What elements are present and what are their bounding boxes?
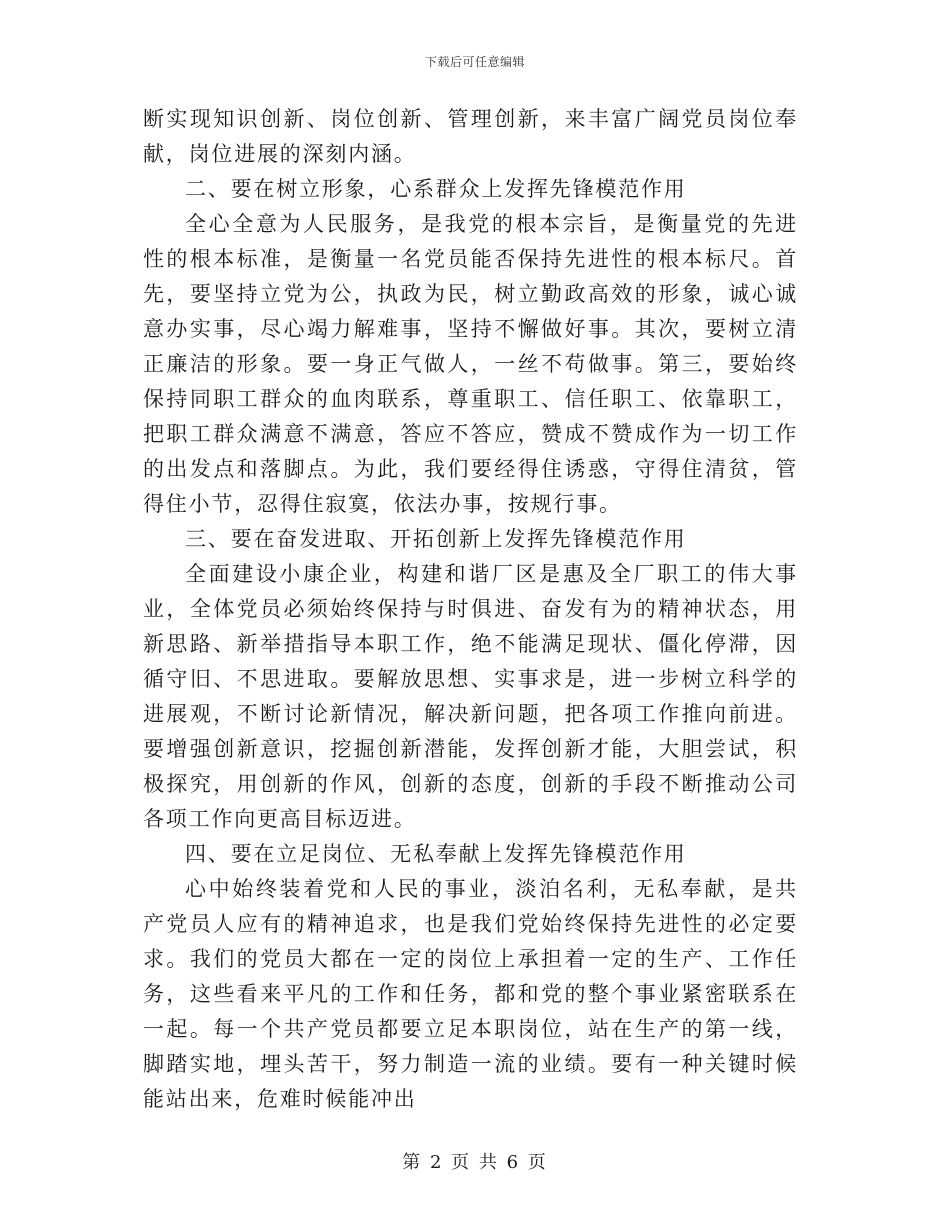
page-number-footer: 第 2 页 共 6 页 bbox=[402, 1152, 548, 1173]
paragraph-section-3: 全面建设小康企业，构建和谐厂区是惠及全厂职工的伟大事业，全体党员必须始终保持与时俱进、奋发有为的精神状态，用新思路、新举措指导本职工作，绝不能满足现状、僵化停滞，因循守旧、不思进取。要解放思想、实事求是，进一步树立科学的进展观，不断讨论新情况，解决新问题，把各项工作推向前进。要增强创新意识，挖掘创新潜能，发挥创新才能，大胆尝试，积极探究，用创新的作风，创新的态度，创新的手段不断推动公司各项工作向更高目标迈进。 bbox=[143, 562, 798, 831]
section-heading-2: 二、要在树立形象，心系群众上发挥先锋模范作用 bbox=[185, 177, 687, 201]
paragraph-section-2: 全心全意为人民服务，是我党的根本宗旨，是衡量党的先进性的根本标准，是衡量一名党员能否保持先进性的根本标尺。首先，要坚持立党为公，执政为民，树立勤政高效的形象，诚心诚意办实事，尽心竭力解难事，坚持不懈做好事。其次，要树立清正廉洁的形象。要一身正气做人，一丝不苟做事。第三，要始终保持同职工群众的血肉联系，尊重职工、信任职工、依靠职工，把职工群众满意不满意，答应不答应，赞成不赞成作为一切工作的出发点和落脚点。为此，我们要经得住诱惑，守得住清贫，管得住小节，忍得住寂寞，依法办事，按规行事。 bbox=[143, 212, 798, 516]
header-note: 下载后可任意编辑 bbox=[424, 55, 525, 69]
document-body bbox=[143, 102, 798, 1117]
section-heading-4: 四、要在立足岗位、无私奉献上发挥先锋模范作用 bbox=[185, 842, 687, 866]
paragraph-section-4: 心中始终装着党和人民的事业，淡泊名利，无私奉献，是共产党员人应有的精神追求，也是我们党始终保持先进性的必定要求。我们的党员大都在一定的岗位上承担着一定的生产、工作任务，这些看来平凡的工作和任务，都和党的整个事业紧密联系在一起。每一个共产党员都要立足本职岗位，站在生产的第一线，脚踏实地，埋头苦干，努力制造一流的业绩。要有一种关键时候能站出来，危难时候能冲出 bbox=[143, 877, 798, 1111]
paragraph-continuation: 断实现知识创新、岗位创新、管理创新，来丰富广阔党员岗位奉献，岗位进展的深刻内涵。 bbox=[143, 107, 798, 166]
section-heading-3: 三、要在奋发进取、开拓创新上发挥先锋模范作用 bbox=[185, 527, 687, 551]
